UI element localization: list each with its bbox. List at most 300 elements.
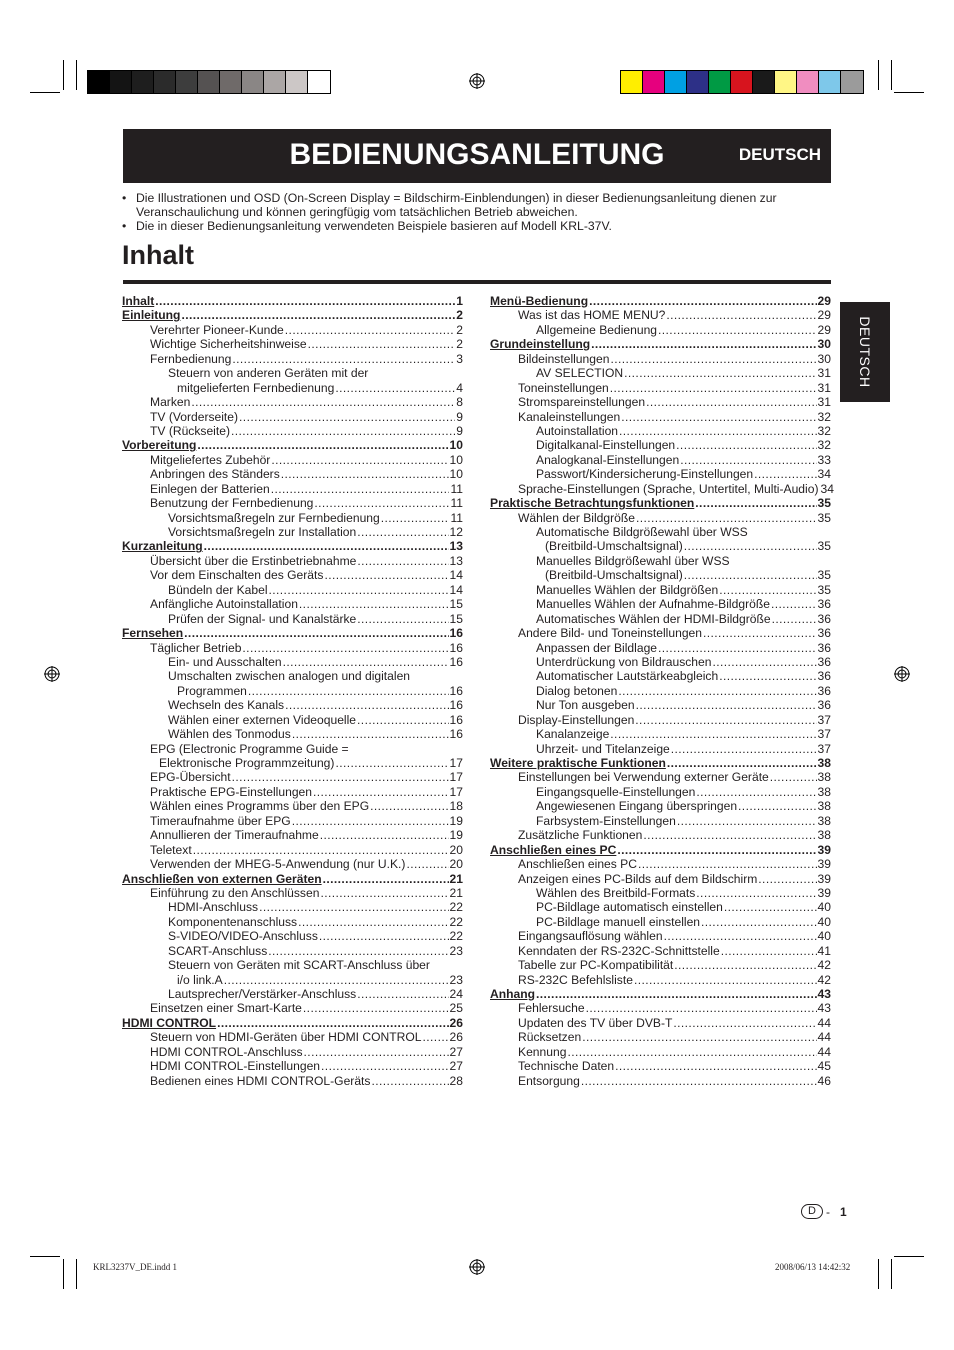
toc-entry-title: Wählen der Bildgröße [518,510,635,525]
toc-page-number: 36 [817,683,831,698]
toc-page-number: 20 [449,857,463,872]
toc-entry-title: Toneinstellungen [518,380,609,395]
toc-left-column [122,294,463,1088]
toc-entry [490,366,831,380]
toc-page-number: 19 [449,813,463,828]
toc-page-number: 15 [449,611,463,626]
color-swatch [753,71,775,93]
document-title: BEDIENUNGSANLEITUNG [289,138,665,171]
page-number [801,1204,847,1219]
toc-dot-leader [319,929,449,943]
toc-entry [490,568,831,582]
registration-mark-icon [894,666,910,682]
toc-entry [490,900,831,914]
toc-entry [122,756,463,770]
toc-page-number: 36 [817,626,831,641]
toc-dot-leader [646,395,816,409]
toc-dot-leader [680,453,816,467]
toc-entry [122,583,463,597]
toc-entry-title: Lautsprecher/Verstärker-Anschluss [168,987,357,1001]
color-swatch [88,71,110,93]
color-swatch [220,71,242,93]
toc-entry-title: Benutzung der Fernbedienung [150,496,314,511]
toc-page-number: 26 [449,1030,463,1045]
toc-entry-title: Anschließen eines PC [518,857,637,872]
toc-entry [122,828,463,842]
toc-dot-leader [719,669,816,683]
toc-entry [490,1059,831,1073]
toc-section [490,496,831,510]
toc-dot-leader [676,438,816,452]
toc-entry-title: Passwort/Kindersicherung-Einstellungen [536,467,754,482]
toc-page-number: 42 [817,972,831,987]
registration-mark-icon [44,666,60,682]
toc-dot-leader [381,511,450,525]
toc-entry-title: Anschließen eines PC [490,842,617,857]
toc-entry [490,381,831,395]
toc-entry-title: Steuern von HDMI-Geräten über HDMI CONTROL [150,1030,422,1045]
toc-page-number: 23 [449,972,463,987]
toc-dot-leader [624,366,816,380]
toc-page-number: 11 [450,496,463,511]
toc-page-number: 36 [817,669,831,684]
toc-entry [490,1074,831,1088]
toc-dot-leader [671,742,817,756]
toc-section [122,438,463,452]
toc-entry [490,453,831,467]
toc-page-number: 8 [456,395,463,410]
registration-mark-icon [469,1259,485,1275]
toc-section [490,294,831,308]
toc-dot-leader [406,857,448,871]
toc-dot-leader [271,453,448,467]
toc-page-number: 16 [449,640,463,655]
color-swatch [286,71,308,93]
toc-entry [490,467,831,481]
toc-entry-title: Täglicher Betrieb [150,640,242,655]
toc-dot-leader [231,424,455,438]
toc-page-number: 39 [817,842,831,857]
toc-dot-leader [320,828,449,842]
note-item: • Die Illustrationen und OSD (On-Screen Display = Bildschirm-Einblendungen) in dieser Bedienungsanleitung dienen zur Veranschaulichung und können geringfügig vom tatsächlichen Betrieb abweichen. [122,191,822,219]
toc-entry [122,900,463,914]
toc-dot-leader [292,814,449,828]
toc-entry [490,583,831,597]
toc-entry [122,1030,463,1044]
toc-entry-title: Einsetzen einer Smart-Karte [150,1001,302,1016]
toc-entry [122,612,463,626]
toc-entry [122,597,463,611]
toc-section [122,308,463,322]
toc-entry-title: Anschließen von externen Geräten [122,871,322,886]
toc-page-number: 40 [817,929,831,944]
toc-dot-leader [299,597,449,611]
color-swatch [308,71,330,93]
toc-entry-title: Fehlersuche [518,1001,585,1016]
toc-page-number: 9 [456,423,463,438]
toc-dot-leader [308,337,456,351]
toc-dot-leader [591,337,816,351]
toc-page-number: 35 [817,582,831,597]
toc-entry-title: Anhang [490,987,536,1001]
toc-entry-title: Eingangsquelle-Einstellungen [536,784,696,799]
toc-entry-title: Bildeinstellungen [518,351,610,366]
toc-entry-title: i/o link.A [177,972,223,987]
toc-page-number: 36 [817,654,831,669]
toc-section [122,539,463,553]
toc-dot-leader [224,973,449,987]
toc-page-number: 43 [817,987,831,1001]
toc-page-number: 23 [449,943,463,958]
toc-dot-leader [217,1016,448,1030]
color-swatch [775,71,797,93]
toc-entry-title: Technische Daten [518,1059,615,1074]
toc-dot-leader [724,900,817,914]
toc-page-number: 38 [817,828,831,843]
language-label: DEUTSCH [738,145,821,164]
toc-entry-title: Elektronische Programmzeitung) [159,756,335,770]
toc-entry-title: RS-232C Befehlsliste [518,972,633,987]
toc-entry [490,1001,831,1015]
toc-entry [490,929,831,943]
toc-entry-title: Wählen des Breitbild-Formats [536,885,696,900]
title-banner [123,129,831,183]
toc-entry-title: Sprache-Einstellungen (Sprache, Untertitel, Multi-Audio) [518,481,819,496]
toc-entry-title: Kurzanleitung [122,539,203,554]
toc-section [490,843,831,857]
toc-entry-title: Vorsichtsmaßregeln zur Fernbedienung [168,510,380,525]
toc-entry-title: Manuelles Bildgrößewahl über WSS [536,553,730,568]
toc-page-number: 41 [817,943,831,958]
toc-entry [490,770,831,784]
toc-page-number: 31 [817,366,831,381]
toc-dot-leader [313,785,449,799]
toc-page-number: 10 [449,467,463,482]
toc-entry [122,814,463,828]
toc-page-number: 17 [449,784,463,799]
toc-page-number: 44 [817,1030,831,1045]
toc-page-number: 15 [449,597,463,612]
toc-page-number: 42 [817,958,831,973]
toc-dot-leader [324,568,448,582]
toc-page-number: 44 [817,1044,831,1059]
toc-entry-title: Übersicht über die Erstinbetriebnahme [150,553,357,568]
toc-dot-leader [281,467,449,481]
toc-dot-leader [643,828,816,842]
toc-dot-leader [658,323,817,337]
toc-entry [122,770,463,784]
toc-entry [122,1059,463,1073]
toc-page-number: 9 [456,409,463,424]
toc-dot-leader [610,727,816,741]
toc-entry [122,568,463,582]
toc-dot-leader [232,770,449,784]
color-swatch [132,71,154,93]
toc-page-number: 38 [817,756,831,770]
toc-page-number: 32 [817,423,831,438]
toc-page-number: 34 [817,467,831,482]
toc-dot-leader [248,684,449,698]
toc-entry [490,525,831,539]
toc-entry-title: Was ist das HOME MENU? [518,308,666,323]
toc-dot-leader [155,294,455,308]
toc-page-number: 36 [817,640,831,655]
toc-dot-leader [696,886,816,900]
toc-entry-title: Anpassen der Bildlage [536,640,658,655]
toc-entry-title: Steuern von Geräten mit SCART-Anschluss über [168,958,430,973]
toc-dot-leader [758,872,816,886]
toc-entry-title: Stromspareinstellungen [518,395,646,410]
toc-page-number: 37 [817,712,831,727]
toc-dot-leader [335,756,448,770]
color-swatch [154,71,176,93]
toc-page-number: 30 [817,337,831,352]
toc-entry [490,352,831,366]
toc-entry-title: Einlegen der Batterien [150,481,270,496]
toc-entry [122,453,463,467]
toc-dot-leader [586,1001,817,1015]
toc-entry [490,799,831,813]
toc-entry-title: Verehrter Pioneer-Kunde [150,322,284,337]
toc-entry-title: Praktische EPG-Einstellungen [150,784,313,799]
color-swatch [242,71,264,93]
toc-page-number: 11 [450,510,463,525]
toc-dot-leader [283,655,449,669]
toc-entry-title: Marken [150,395,191,410]
toc-page-number: 3 [456,351,463,366]
toc-entry-title: Fernsehen [122,626,184,641]
page-number-value: 1 [839,1204,847,1219]
toc-entry-title: Entsorgung [518,1073,580,1088]
toc-entry [122,424,463,438]
toc-dot-leader [357,554,448,568]
toc-entry-title: HDMI CONTROL-Anschluss [150,1044,303,1059]
toc-dot-leader [770,770,817,784]
toc-entry-title: Allgemeine Bedienung [536,322,658,337]
toc-page-number: 10 [449,438,463,453]
toc-entry-title: mitgelieferten Fernbedienung [177,380,335,395]
toc-entry [122,684,463,698]
toc-page-number: 16 [449,626,463,641]
toc-page-number: 35 [817,539,831,554]
toc-dot-leader [658,641,817,655]
toc-entry-title: Automatischer Lautstärkeabgleich [536,669,719,684]
toc-page-number: 29 [817,322,831,337]
toc-entry-title: Unterdrückung von Bildrauschen [536,654,712,669]
toc-entry-title: Zusätzliche Funktionen [518,828,643,843]
toc-entry-title: (Breitbild-Umschaltsignal) [545,568,683,583]
toc-dot-leader [536,987,817,1001]
toc-page-number: 38 [817,813,831,828]
language-side-tab [840,302,890,402]
toc-entry-title: Umschalten zwischen analogen und digitalen [168,669,411,684]
toc-entry [490,944,831,958]
toc-page-number: 2 [456,337,463,352]
heading-rule [123,280,831,284]
toc-entry [122,929,463,943]
color-swatch [665,71,687,93]
toc-entry [122,1074,463,1088]
toc-entry-title: Prüfen der Signal- und Kanalstärke [168,611,357,626]
toc-entry [490,915,831,929]
toc-entry [490,395,831,409]
toc-dot-leader [423,1030,449,1044]
toc-entry [122,525,463,539]
toc-entry [490,973,831,987]
toc-dot-leader [581,1074,817,1088]
toc-entry [490,727,831,741]
toc-page-number: 29 [817,308,831,323]
toc-dot-leader [285,323,455,337]
registration-mark-icon [469,73,485,89]
toc-entry [122,886,463,900]
toc-entry [122,843,463,857]
toc-dot-leader [370,799,448,813]
toc-entry-title: HDMI CONTROL-Einstellungen [150,1059,321,1074]
toc-entry [490,785,831,799]
toc-dot-leader [636,511,817,525]
toc-entry-title: Ein- und Ausschalten [168,654,282,669]
toc-page-number: 37 [817,741,831,756]
toc-entry [490,958,831,972]
toc-page-number: 22 [449,929,463,944]
toc-page-number: 1 [456,294,463,308]
toc-entry-title: Praktische Betrachtungsfunktionen [490,496,695,511]
toc-entry-title: Vorsichtsmaßregeln zur Installation [168,525,357,539]
toc-dot-leader [239,410,455,424]
toc-entry [122,857,463,871]
color-swatch [731,71,753,93]
toc-entry [490,857,831,871]
toc-page-number: 17 [449,770,463,785]
toc-entry [122,410,463,424]
toc-entry-title: Programmen [177,683,247,698]
toc-dot-leader [772,612,817,626]
toc-entry [122,554,463,568]
toc-dot-leader [635,713,816,727]
toc-page-number: 38 [817,784,831,799]
toc-entry-title: Anzeigen eines PC-Bilds auf dem Bildschirm [518,871,758,886]
toc-dot-leader [771,597,817,611]
toc-entry [122,987,463,1001]
toc-entry [490,626,831,640]
toc-page-number: 12 [449,525,463,539]
toc-page-number: 22 [449,900,463,915]
toc-dot-leader [684,568,817,582]
toc-entry [490,669,831,683]
toc-page-number: 34 [820,481,834,496]
toc-dot-leader [582,1030,816,1044]
toc-dot-leader [259,900,448,914]
toc-page-number: 26 [449,1015,463,1030]
toc-entry-title: (Breitbild-Umschaltsignal) [545,539,683,554]
toc-entry [490,481,834,496]
toc-dot-leader [357,987,448,1001]
toc-dot-leader [268,944,448,958]
toc-page-number: 37 [817,727,831,742]
toc-dot-leader [298,915,448,929]
toc-page-number: 16 [449,698,463,713]
slug-filename: KRL3237V_DE.indd 1 [93,1262,177,1272]
toc-entry [122,381,463,395]
toc-dot-leader [664,929,817,943]
toc-page-number: 45 [817,1059,831,1074]
color-swatch [709,71,731,93]
toc-entry-title: Rücksetzen [518,1030,582,1045]
toc-entry-title: Digitalkanal-Einstellungen [536,438,676,453]
toc-dot-leader [617,843,816,857]
toc-dot-leader [667,756,817,770]
toc-dot-leader [666,308,816,322]
toc-page-number: 30 [817,351,831,366]
toc-page-number: 4 [456,380,463,395]
toc-section [122,872,463,886]
toc-page-number: 35 [817,496,831,511]
toc-entry [490,323,831,337]
toc-entry [490,684,831,698]
toc-entry [122,352,463,366]
toc-entry [490,410,831,424]
color-swatch [176,71,198,93]
toc-entry [490,511,831,525]
toc-dot-leader [618,684,816,698]
toc-page-number: 27 [449,1044,463,1059]
toc-entry-title: Grundeinstellung [490,337,591,352]
toc-dot-leader [184,626,448,640]
toc-entry-title: S-VIDEO/VIDEO-Anschluss [168,929,318,944]
toc-page-number: 18 [449,799,463,814]
toc-entry-title: Analogkanal-Einstellungen [536,452,680,467]
toc-page-number: 10 [449,452,463,467]
toc-entry-title: EPG-Übersicht [150,770,231,785]
toc-page-number: 2 [456,308,463,323]
color-swatch [110,71,132,93]
toc-entry [490,698,831,712]
toc-page-number: 36 [817,698,831,713]
toc-dot-leader [357,525,448,539]
color-swatch [621,71,643,93]
toc-entry [122,958,463,972]
toc-entry-title: TV (Vorderseite) [150,409,239,424]
toc-dot-leader [684,539,817,553]
toc-entry-title: Weitere praktische Funktionen [490,756,666,770]
toc-entry [122,467,463,481]
toc-entry [122,496,463,510]
toc-dot-leader [323,872,449,886]
toc-section [122,626,463,640]
toc-dot-leader [271,482,450,496]
toc-dot-leader [696,785,816,799]
toc-entry-title: Einführung zu den Anschlüssen [150,885,320,900]
toc-dot-leader [638,857,817,871]
toc-page-number: 29 [817,294,831,308]
toc-page-number: 38 [817,799,831,814]
toc-dot-leader [610,381,817,395]
toc-entry-title: Wählen einer externen Videoquelle [168,712,357,727]
toc-entry-title: PC-Bildlage automatisch einstellen [536,900,723,915]
toc-dot-leader [673,1016,816,1030]
toc-section [490,337,831,351]
toc-dot-leader [285,698,448,712]
toc-entry [122,698,463,712]
toc-entry-title: Uhrzeit- und Titelanzeige [536,741,670,756]
toc-entry-title: Anfängliche Autoinstallation [150,597,298,612]
toc-entry [490,597,831,611]
toc-page-number: 24 [449,987,463,1001]
toc-page-number: 43 [817,1001,831,1016]
toc-entry [122,511,463,525]
toc-dot-leader [371,1074,448,1088]
